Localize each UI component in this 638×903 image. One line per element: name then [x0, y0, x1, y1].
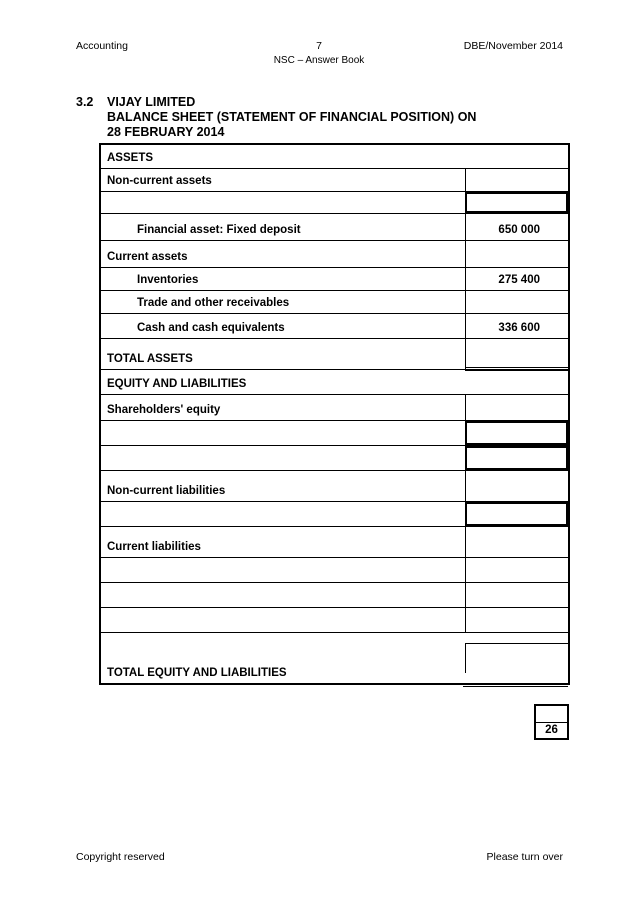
table-row-assets	[101, 145, 568, 169]
amount-input-box[interactable]	[465, 421, 568, 445]
footer-turn-over: Please turn over	[486, 851, 563, 863]
mark-box	[534, 704, 569, 740]
table-row-cash	[101, 314, 568, 339]
amount-input-box[interactable]	[465, 502, 568, 526]
header-subtitle: NSC – Answer Book	[273, 55, 365, 66]
row-label: Current assets	[107, 251, 188, 263]
table-row-blank	[101, 502, 568, 527]
row-label: Shareholders' equity	[107, 404, 221, 416]
amount-input-box[interactable]	[465, 291, 568, 313]
amount-cell[interactable]	[465, 241, 568, 267]
row-label: TOTAL EQUITY AND LIABILITIES	[107, 667, 287, 679]
footer-copyright: Copyright reserved	[76, 851, 165, 863]
table-row-blank	[101, 583, 568, 608]
amount-cell: 275 400	[465, 268, 568, 290]
table-row-inventories	[101, 268, 568, 291]
amount-input-box[interactable]	[465, 558, 568, 582]
header-exam-date: DBE/November 2014	[463, 40, 563, 52]
table-row-shareholders-equity	[101, 395, 568, 421]
row-label: Current liabilities	[107, 541, 201, 553]
answer-line[interactable]	[101, 192, 465, 213]
amount-input-box[interactable]	[465, 608, 568, 632]
table-row-fixed-deposit	[101, 214, 568, 241]
amount-cell[interactable]	[465, 471, 568, 501]
row-label: Non-current liabilities	[107, 485, 226, 497]
amount-cell[interactable]	[465, 527, 568, 557]
table-row-non-current-assets	[101, 169, 568, 192]
table-row-blank	[101, 446, 568, 471]
row-label: Non-current assets	[107, 175, 212, 187]
row-label: Financial asset: Fixed deposit	[137, 224, 301, 236]
table-row-receivables	[101, 291, 568, 314]
double-underline	[463, 683, 568, 687]
amount-cell: 650 000	[465, 214, 568, 240]
mark-box-divider	[536, 722, 567, 723]
amount-cell: 336 600	[465, 314, 568, 338]
amount-cell[interactable]	[465, 395, 568, 420]
balance-sheet-table	[99, 143, 570, 685]
question-number: 3.2	[76, 95, 94, 109]
amount-input-box[interactable]	[465, 643, 568, 673]
row-label: ASSETS	[107, 152, 154, 164]
company-name: VIJAY LIMITED	[107, 95, 196, 109]
table-row-current-liabilities	[101, 527, 568, 558]
answer-line[interactable]	[101, 421, 465, 445]
amount-input-box[interactable]	[465, 192, 568, 213]
header-subject: Accounting	[76, 40, 128, 52]
table-row-total-assets	[101, 339, 568, 370]
table-row-blank	[101, 421, 568, 446]
amount-input-box[interactable]	[465, 339, 568, 369]
table-row-equity-liabilities	[101, 370, 568, 395]
row-label: Inventories	[137, 274, 199, 286]
statement-title: BALANCE SHEET (STATEMENT OF FINANCIAL POSITION) ON	[107, 110, 477, 124]
table-row-blank	[101, 558, 568, 583]
answer-line[interactable]	[101, 502, 465, 526]
header-page-number: 7	[316, 40, 322, 52]
total-marks: 26	[545, 724, 558, 736]
amount-cell[interactable]	[465, 169, 568, 191]
amount-input-box[interactable]	[465, 446, 568, 470]
answer-line[interactable]	[101, 583, 465, 607]
table-row-total-equity-liabilities	[101, 633, 568, 683]
statement-date: 28 FEBRUARY 2014	[107, 125, 225, 139]
row-label: Cash and cash equivalents	[137, 322, 285, 334]
table-row-current-assets	[101, 241, 568, 268]
row-label: TOTAL ASSETS	[107, 353, 193, 365]
answer-line[interactable]	[101, 446, 465, 470]
answer-line[interactable]	[101, 608, 465, 632]
row-label: Trade and other receivables	[137, 297, 290, 309]
table-row-blank	[101, 608, 568, 633]
amount-input-box[interactable]	[465, 583, 568, 607]
answer-line[interactable]	[101, 558, 465, 582]
table-row-blank	[101, 192, 568, 214]
table-row-non-current-liabilities	[101, 471, 568, 502]
row-label: EQUITY AND LIABILITIES	[107, 378, 247, 390]
